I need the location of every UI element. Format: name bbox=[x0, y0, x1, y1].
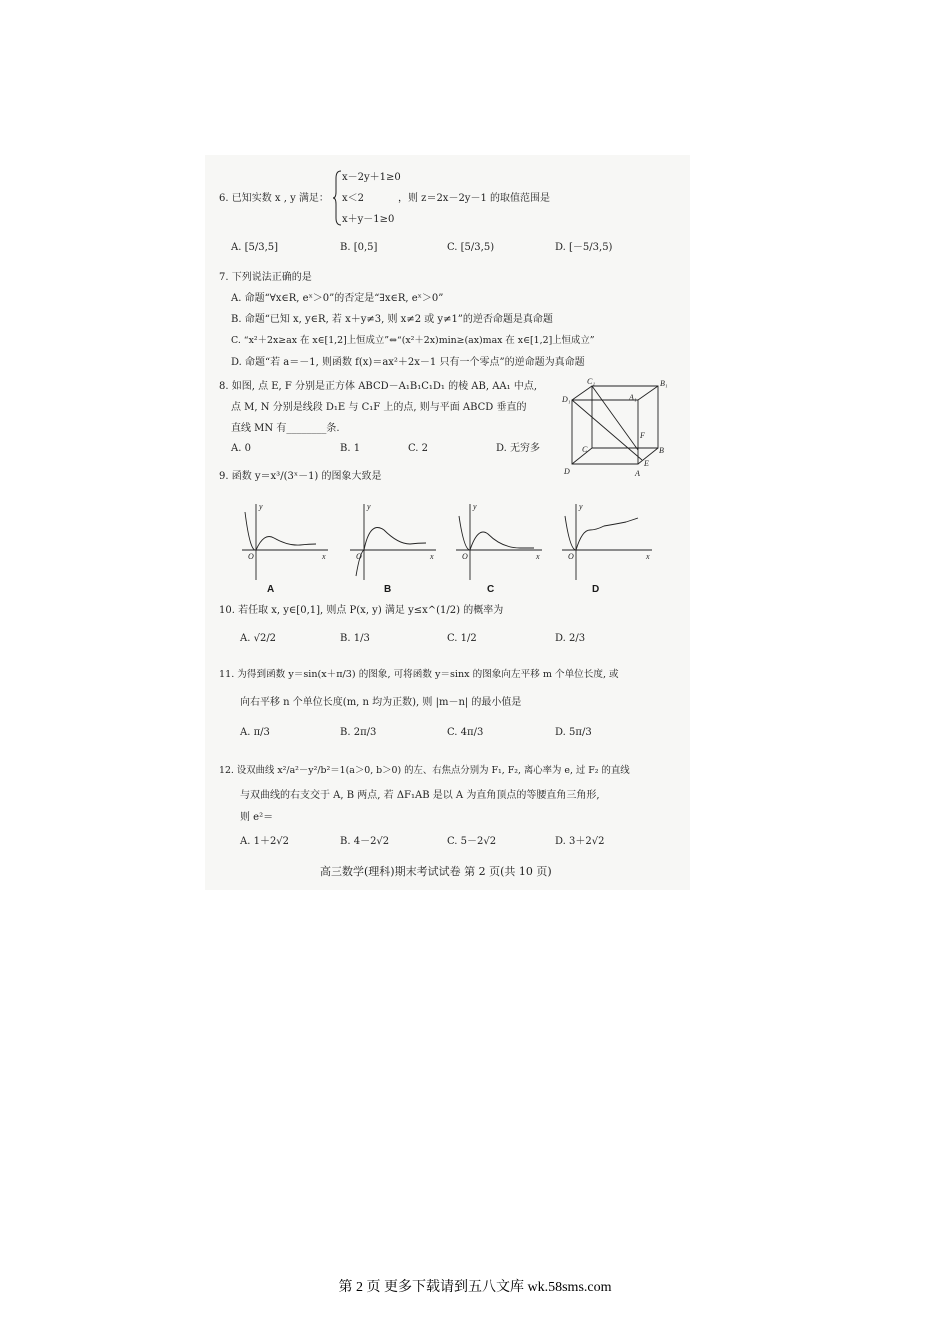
graph-b-caption: B bbox=[384, 584, 392, 595]
graph-b-y: y bbox=[367, 502, 371, 511]
q10-option-b: B. 1/3 bbox=[340, 633, 370, 644]
cube-label-a: A bbox=[635, 469, 640, 478]
q10-option-a: A. √2/2 bbox=[240, 633, 277, 644]
graph-c-caption: C bbox=[487, 584, 495, 595]
cube-label-b: B bbox=[659, 446, 664, 455]
graph-c-y: y bbox=[473, 502, 477, 511]
q12-line-1: 12. 设双曲线 x²/a²－y²/b²＝1(a＞0, b＞0) 的左、右焦点分别为 F₁, F₂, 离心率为 e, 过 F₂ 的直线 bbox=[219, 765, 630, 776]
graph-c bbox=[454, 500, 544, 582]
graph-a-caption: A bbox=[267, 584, 275, 595]
graph-a-x: x bbox=[322, 552, 326, 561]
q6-option-c: C. [5/3,5) bbox=[447, 242, 495, 253]
q12-line-3: 则 e²＝ bbox=[240, 812, 274, 823]
q11-option-a: A. π/3 bbox=[240, 727, 270, 738]
exam-page-footer: 高三数学(理科)期末考试试卷 第 2 页(共 10 页) bbox=[320, 865, 552, 878]
cube-figure bbox=[560, 378, 670, 480]
q8-line-2: 点 M, N 分别是线段 D₁E 与 C₁F 上的点, 则与平面 ABCD 垂直的 bbox=[231, 402, 527, 413]
q12-option-b: B. 4－2√2 bbox=[340, 836, 390, 847]
q6-ineq-3: x＋y－1≥0 bbox=[342, 214, 395, 225]
graph-b-x: x bbox=[430, 552, 434, 561]
q8-option-a: A. 0 bbox=[231, 443, 251, 454]
graph-a bbox=[240, 500, 330, 582]
download-footer: 第 2 页 更多下载请到五八文库 wk.58sms.com bbox=[338, 1280, 612, 1295]
q7-option-d: D. 命题“若 a＝－1, 则函数 f(x)＝ax²＋2x－1 只有一个零点”的逆命题为真命题 bbox=[231, 357, 585, 368]
graph-c-x: x bbox=[536, 552, 540, 561]
graph-c-o: O bbox=[462, 552, 468, 561]
q6-option-d: D. [－5/3,5) bbox=[555, 242, 613, 253]
graph-d-o: O bbox=[568, 552, 574, 561]
q12-option-c: C. 5－2√2 bbox=[447, 836, 497, 847]
q11-option-b: B. 2π/3 bbox=[340, 727, 377, 738]
graph-d-caption: D bbox=[592, 584, 600, 595]
q12-line-2: 与双曲线的右支交于 A, B 两点, 若 ΔF₁AB 是以 A 为直角顶点的等腰直角三角形, bbox=[240, 790, 600, 801]
q6-intro: 6. 已知实数 x , y 满足： bbox=[219, 193, 329, 204]
q6-option-a: A. [5/3,5] bbox=[231, 242, 279, 253]
cube-label-d: D bbox=[564, 467, 570, 476]
cube-label-c: C bbox=[582, 445, 588, 454]
q12-option-d: D. 3＋2√2 bbox=[555, 836, 605, 847]
graph-d bbox=[560, 500, 655, 582]
q8-line-3: 直线 MN 有________条. bbox=[231, 423, 340, 434]
cube-label-e: E bbox=[644, 459, 649, 468]
q7-stem: 7. 下列说法正确的是 bbox=[219, 272, 312, 283]
graph-d-x: x bbox=[646, 552, 650, 561]
cube-label-d1: D₁ bbox=[562, 395, 571, 404]
graph-b bbox=[348, 500, 438, 582]
cube-label-c1: C₁ bbox=[587, 377, 596, 386]
cube-label-b1: B₁ bbox=[660, 379, 668, 388]
cube-label-f: F bbox=[640, 431, 645, 440]
q12-option-a: A. 1＋2√2 bbox=[240, 836, 290, 847]
q11-line-2: 向右平移 n 个单位长度(m, n 均为正数), 则 |m－n| 的最小值是 bbox=[240, 697, 522, 708]
graph-a-o: O bbox=[248, 552, 254, 561]
q6-tail: ，则 z＝2x－2y－1 的取值范围是 bbox=[398, 193, 551, 204]
q11-option-c: C. 4π/3 bbox=[447, 727, 484, 738]
q8-option-c: C. 2 bbox=[408, 443, 429, 454]
q6-option-b: B. [0,5] bbox=[340, 242, 378, 253]
q8-line-1: 8. 如图, 点 E, F 分别是正方体 ABCD－A₁B₁C₁D₁ 的棱 AB, AA₁ 中点, bbox=[219, 381, 538, 392]
cube-label-a1: A₁ bbox=[629, 393, 637, 402]
q6-ineq-2: x＜2 bbox=[342, 193, 365, 204]
q11-option-d: D. 5π/3 bbox=[555, 727, 592, 738]
q10-stem: 10. 若任取 x, y∈[0,1], 则点 P(x, y) 满足 y≤x^(1/2) 的概率为 bbox=[219, 605, 504, 616]
graph-b-o: O bbox=[356, 552, 362, 561]
q8-option-d: D. 无穷多 bbox=[496, 443, 541, 454]
q9-stem: 9. 函数 y＝x³/(3ˣ－1) 的图象大致是 bbox=[219, 471, 382, 482]
q7-option-b: B. 命题“已知 x, y∈R, 若 x＋y≠3, 则 x≠2 或 y≠1”的逆否命题是真命题 bbox=[231, 314, 553, 325]
q7-option-a: A. 命题“∀x∈R, eˣ＞0”的否定是“∃x∈R, eˣ＞0” bbox=[231, 293, 444, 304]
q8-option-b: B. 1 bbox=[340, 443, 361, 454]
graph-d-y: y bbox=[579, 502, 583, 511]
q10-option-c: C. 1/2 bbox=[447, 633, 477, 644]
q7-option-c: C. “x²＋2x≥ax 在 x∈[1,2]上恒成立”⇔“(x²＋2x)min≥(ax)max 在 x∈[1,2]上恒成立” bbox=[231, 335, 595, 346]
graph-a-y: y bbox=[259, 502, 263, 511]
q10-option-d: D. 2/3 bbox=[555, 633, 586, 644]
q6-ineq-1: x－2y＋1≥0 bbox=[342, 172, 401, 183]
q11-line-1: 11. 为得到函数 y＝sin(x＋π/3) 的图象, 可将函数 y＝sinx 的图象向左平移 m 个单位长度, 或 bbox=[219, 669, 619, 680]
